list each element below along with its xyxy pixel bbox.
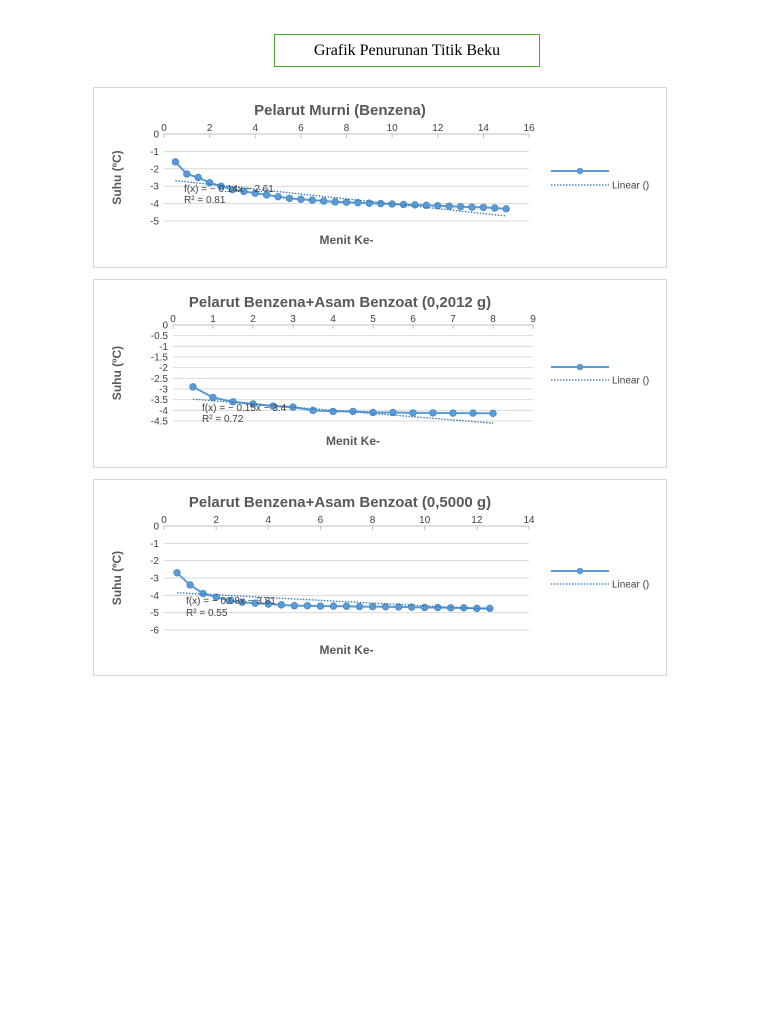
x-tick-label: 12	[432, 123, 444, 134]
legend-trend-label: Linear ()	[612, 579, 650, 591]
data-point	[291, 602, 298, 609]
trend-equation: f(x) = − 0.14x − 2.61	[184, 184, 274, 195]
x-tick-label: 4	[265, 515, 272, 526]
y-axis-label: Suhu (ºC)	[110, 345, 124, 401]
page-title	[274, 34, 540, 67]
y-tick-label: -3	[159, 384, 168, 396]
x-tick-label: 0	[161, 515, 167, 526]
data-point	[187, 582, 194, 589]
legend-series-marker	[577, 568, 584, 575]
x-tick-label: 16	[523, 123, 535, 134]
trend-equation: f(x) = − 0.15x − 3.4	[202, 403, 287, 414]
x-tick-label: 0	[161, 123, 167, 134]
y-tick-label: -1	[159, 341, 168, 353]
x-tick-label: 8	[343, 123, 350, 134]
data-point	[487, 605, 494, 612]
y-axis-label: Suhu (ºC)	[110, 150, 124, 205]
page-title-text: Grafik Penurunan Titik Beku	[313, 41, 501, 59]
chart-title: Pelarut Benzena+Asam Benzoat (0,2012 g)	[188, 294, 492, 311]
x-tick-label: 8	[490, 314, 496, 325]
y-tick-label: -4.5	[150, 416, 168, 428]
data-point	[469, 204, 476, 211]
data-point	[356, 603, 363, 610]
chart-pelarut-murni	[93, 87, 667, 268]
data-point	[320, 198, 327, 205]
data-point	[450, 410, 457, 417]
y-tick-label: -1	[150, 538, 159, 550]
data-point	[370, 409, 377, 416]
chart-svg	[94, 88, 666, 267]
data-point	[421, 604, 428, 611]
y-tick-label: -3.5	[150, 395, 168, 407]
data-point	[275, 193, 282, 200]
y-tick-label: -3	[150, 181, 159, 193]
y-tick-label: -1.5	[150, 352, 168, 364]
data-point	[343, 199, 350, 206]
y-tick-label: -5	[150, 608, 159, 620]
y-tick-label: 0	[153, 129, 159, 141]
legend-trend-label: Linear ()	[612, 375, 650, 387]
data-point	[412, 202, 419, 209]
data-point	[330, 408, 337, 415]
data-point	[298, 196, 305, 203]
data-point	[174, 570, 181, 577]
y-tick-label: -4	[150, 199, 159, 211]
chart-title: Pelarut Murni (Benzena)	[254, 102, 426, 119]
x-tick-label: 8	[369, 515, 376, 526]
x-tick-label: 12	[471, 515, 483, 526]
data-point	[195, 174, 202, 181]
data-point	[491, 205, 498, 212]
data-point	[343, 603, 350, 610]
x-tick-label: 1	[210, 314, 216, 325]
trend-equation: f(x) = − 0.08x − 3.81	[186, 596, 276, 607]
chart-title: Pelarut Benzena+Asam Benzoat (0,5000 g)	[188, 494, 492, 511]
trend-r2: R² = 0.81	[184, 195, 226, 206]
x-tick-label: 14	[477, 123, 489, 134]
y-tick-label: -2	[150, 556, 159, 568]
y-tick-label: -3	[150, 573, 159, 585]
y-tick-label: -6	[150, 625, 159, 637]
data-point	[278, 602, 285, 609]
x-tick-label: 4	[330, 314, 336, 325]
data-point	[184, 171, 191, 178]
y-tick-label: 0	[153, 521, 159, 533]
data-point	[430, 410, 437, 417]
trend-r2: R² = 0.55	[186, 608, 228, 619]
x-tick-label: 6	[410, 314, 416, 325]
data-point	[190, 384, 197, 391]
x-tick-label: 3	[290, 314, 296, 325]
x-tick-label: 7	[450, 314, 456, 325]
x-tick-label: 10	[419, 515, 431, 526]
legend-series-marker	[577, 168, 584, 175]
data-point	[332, 199, 339, 206]
y-tick-label: 0	[162, 320, 168, 332]
data-point	[377, 200, 384, 207]
chart-benzoat-0-2012	[93, 279, 667, 468]
trend-r2: R² = 0.72	[202, 414, 244, 425]
data-point	[286, 195, 293, 202]
x-tick-label: 6	[317, 515, 324, 526]
x-tick-label: 6	[298, 123, 304, 134]
x-tick-label: 14	[523, 515, 535, 526]
data-point	[434, 604, 441, 611]
data-point	[457, 203, 464, 210]
y-axis-label: Suhu (ºC)	[110, 550, 124, 606]
x-tick-label: 4	[252, 123, 259, 134]
x-tick-label: 9	[530, 314, 536, 325]
y-tick-label: -4	[159, 405, 168, 417]
x-tick-label: 2	[250, 314, 256, 325]
data-point	[369, 603, 376, 610]
data-point	[480, 204, 487, 211]
x-tick-label: 5	[370, 314, 376, 325]
x-axis-label: Menit Ke-	[319, 233, 374, 247]
chart-svg	[94, 480, 666, 675]
data-point	[330, 603, 337, 610]
data-point	[490, 410, 497, 417]
x-tick-label: 2	[206, 123, 213, 134]
data-point	[309, 197, 316, 204]
data-point	[446, 203, 453, 210]
x-tick-label: 10	[386, 123, 398, 134]
data-point	[410, 410, 417, 417]
legend-trend-label: Linear ()	[612, 180, 650, 192]
data-point	[210, 394, 217, 401]
y-tick-label: -2	[150, 164, 159, 176]
x-tick-label: 0	[170, 314, 176, 325]
x-tick-label: 2	[213, 515, 219, 526]
chart-svg	[94, 280, 666, 467]
x-axis-label: Menit Ke-	[319, 643, 374, 657]
y-tick-label: -5	[150, 216, 159, 228]
legend-series-marker	[577, 364, 584, 371]
x-axis-label: Menit Ke-	[326, 434, 380, 448]
chart-benzoat-0-5000	[93, 479, 667, 676]
y-tick-label: -2.5	[150, 373, 168, 385]
y-tick-label: -1	[150, 146, 159, 158]
data-point	[470, 410, 477, 417]
y-tick-label: -4	[150, 590, 159, 602]
y-tick-label: -2	[159, 363, 168, 375]
y-tick-label: -0.5	[150, 331, 168, 343]
data-point	[304, 602, 311, 609]
data-point	[317, 603, 324, 610]
data-point	[503, 206, 510, 213]
data-point	[172, 159, 179, 166]
